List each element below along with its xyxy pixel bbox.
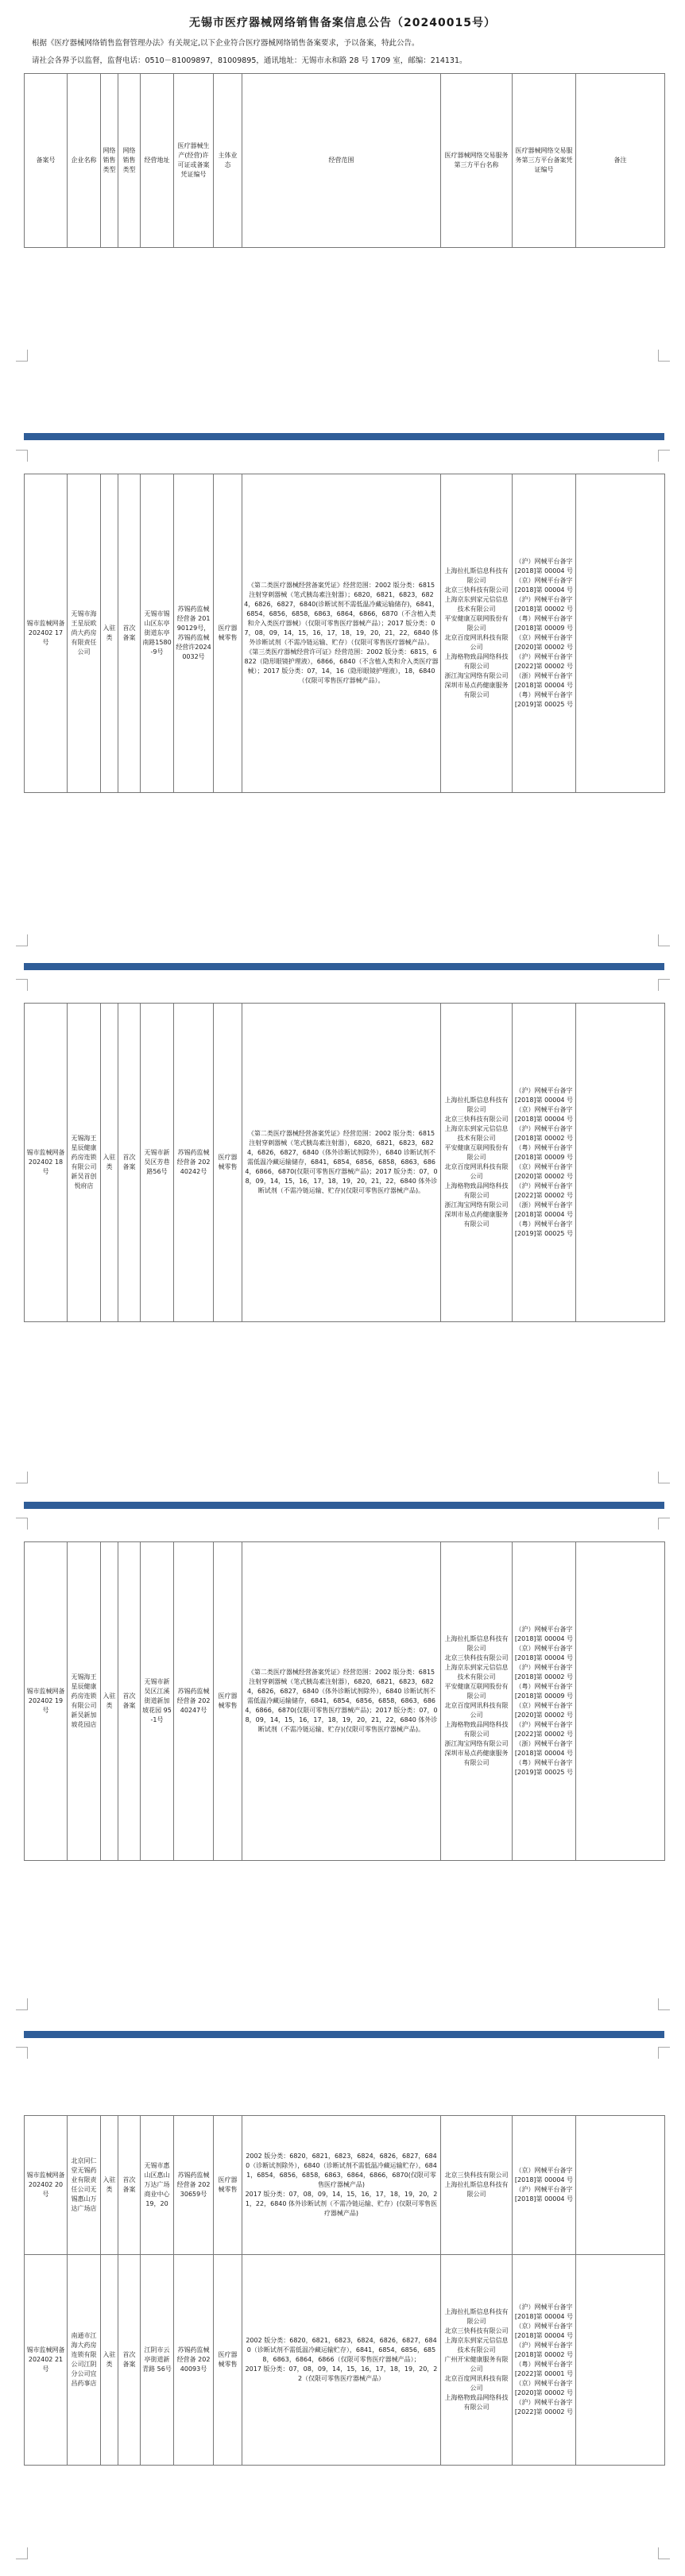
platform-names: 上海拉扎斯信息科技有限公司 北京三快科技有限公司 上海京东到家元信信息技术有限公司 广州开宋健康服务有限公司 北京百度网讯科技有限公司 上海格物致品网络科技有限公司: [441, 2255, 513, 2466]
record-table: [24, 1541, 665, 1861]
sales-type: 入驻类: [101, 2255, 118, 2466]
page-3: [0, 971, 685, 1487]
page-corner-mark: [658, 2047, 670, 2059]
license-no: 苏锡药监械经营备 20240093号: [174, 2255, 214, 2466]
header-address: 经营地址: [141, 74, 174, 248]
table-row: [25, 1004, 665, 1322]
sales-type: 入驻类: [101, 1004, 118, 1322]
header-table: [24, 73, 665, 248]
remark: [576, 474, 665, 793]
platform-names: 北京三快科技有限公司 上海拉扎斯信息科技有限公司: [441, 2116, 513, 2255]
page-corner-mark: [16, 450, 28, 462]
filing-type: 首次备案: [118, 2116, 141, 2255]
table-row: [25, 2255, 665, 2466]
license-no: 苏锡药监械经营备 20190129号，苏锡药监械经营许20240032号: [174, 474, 214, 793]
business-address: 江阴市云亭街道新青路 56号: [141, 2255, 174, 2466]
record-table: [24, 2115, 665, 2466]
business-form: 医疗器械零售: [214, 1542, 242, 1861]
page-separator: [24, 2031, 664, 2038]
remark: [576, 1004, 665, 1322]
company-name: 南通市江海大药房连锁有限公司江阴分公司宜昌药事店: [68, 2255, 101, 2466]
page-5: [0, 2039, 685, 2576]
page-corner-mark: [16, 1472, 28, 1483]
license-no: 苏锡药监械经营备 20240242号: [174, 1004, 214, 1322]
table-row: [25, 474, 665, 793]
header-license: 医疗器械生产(经营)许可证或备案凭证编号: [174, 74, 214, 248]
business-scope: 《第二类医疗器械经营备案凭证》经营范围：2002 版分类：6815 注射穿刺器械（笔式胰岛素注射器）；6820，6821，6823，6824，6826，6827，6840(诊断试剂不需低温冷藏运输储存)，6841，6854，6856，6858，6863，6864，6866，6870（不含植入类和介入类医疗器械）（仅限可零售医疗器械产品）；2017 版分类：07，08，09，14，15，16，17，18，19，20，21，22，6840 体外诊断试剂（不需冷链运输、贮存）（仅限可零售医疗器械产品）。 《第三类医疗器械经营许可证》经营范围：2002 版分类：6815，6822（隐形眼镜护理液），6866，6840（不含植入类和介入类医疗器械）；2017 版分类：07，14，16（隐形眼镜护理液），18，6840（仅限可零售医疗器械产品）。: [242, 474, 441, 793]
business-form: 医疗器械零售: [214, 1004, 242, 1322]
page-corner-mark: [658, 979, 670, 991]
header-remark: 备注: [576, 74, 665, 248]
license-no: 苏锡药监械经营备 20230659号: [174, 2116, 214, 2255]
page-2: [0, 442, 685, 958]
remark: [576, 2116, 665, 2255]
business-form: 医疗器械零售: [214, 474, 242, 793]
header-business-form: 主体业态: [214, 74, 242, 248]
record-no: 锡市监械网备202402 19号: [25, 1542, 68, 1861]
page-corner-mark: [16, 979, 28, 991]
company-name: 无锡海王星辰健康药房连锁有限公司新吴首创悦府店: [68, 1004, 101, 1322]
page-corner-mark: [658, 1518, 670, 1530]
business-address: 无锡市惠山区惠山万达广场商业中心 19，20: [141, 2116, 174, 2255]
license-no: 苏锡药监械经营备 20240247号: [174, 1542, 214, 1861]
page-corner-mark: [16, 2047, 28, 2059]
header-sales-type-2: 网络销售类型: [118, 74, 141, 248]
page-1: [0, 0, 685, 413]
platform-names: 上海拉扎斯信息科技有限公司 北京三快科技有限公司 上海京东到家元信信息技术有限公司 平安健康互联网股份有限公司 北京百度网讯科技有限公司 上海格物致品网络科技有限公司 浙江淘宝网络有限公司 深圳市易点药健康服务有限公司: [441, 1542, 513, 1861]
record-no: 锡市监械网备202402 17号: [25, 474, 68, 793]
platform-codes: （沪）网械平台备字[2018]第 00004 号 （京）网械平台备字[2018]第 00004 号 （沪）网械平台备字[2018]第 00002 号 （粤）网械平台备字[2018]第 00009 号 （京）网械平台备字[2020]第 00002 号 （沪）网械平台备字[2022]第 00002 号 （浙）网械平台备字[2018]第 00004 号 （粤）网械平台备字[2019]第 00025 号: [513, 474, 576, 793]
business-scope: 2002 版分类：6820，6821，6823，6824，6826，6827，6840（诊断试剂不需低温冷藏运输贮存），6841，6854，6856，6858，6863，6864，6866（仅限可零售医疗器械产品）； 2017 版分类：07，08，09，14，15，16，17，18，19，20，22（仅限可零售医疗器械产品）: [242, 2255, 441, 2466]
sales-type: 入驻类: [101, 474, 118, 793]
business-address: 无锡市新吴区江溪街道新加坡花园 95-1号: [141, 1542, 174, 1861]
sales-type: 入驻类: [101, 2116, 118, 2255]
record-table: [24, 474, 665, 793]
company-name: 无锡海王星辰健康药房连锁有限公司新吴新加坡花园店: [68, 1542, 101, 1861]
business-form: 医疗器械零售: [214, 2116, 242, 2255]
header-sales-type: 网络销售类型: [101, 74, 118, 248]
business-scope: 2002 版分类：6820，6821，6823，6824，6826，6827，6840（诊断试剂除外），6840（诊断试剂不需低温冷藏运输贮存），6841，6854，6856，6858，6863，6864，6866，6870(仅限可零售医疗器械产品) 2017 版分类：07，08，09，14，15，16，17，18，19，20，21，22，6840 体外诊断试剂（不需冷链运输、贮存）(仅限可零售医疗器械产品): [242, 2116, 441, 2255]
sales-type: 入驻类: [101, 1542, 118, 1861]
platform-codes: （沪）网械平台备字[2018]第 00004 号 （京）网械平台备字[2018]第 00004 号 （沪）网械平台备字[2018]第 00002 号 （粤）网械平台备字[2018]第 00009 号 （京）网械平台备字[2020]第 00002 号 （沪）网械平台备字[2022]第 00002 号 （浙）网械平台备字[2018]第 00004 号 （粤）网械平台备字[2019]第 00025 号: [513, 1004, 576, 1322]
header-record-no: 备案号: [25, 74, 68, 248]
page-corner-mark: [16, 934, 28, 946]
page-corner-mark: [658, 1472, 670, 1483]
page-separator: [24, 963, 664, 970]
filing-type: 首次备案: [118, 1004, 141, 1322]
header-company-name: 企业名称: [68, 74, 101, 248]
header-scope: 经营范围: [242, 74, 441, 248]
platform-names: 上海拉扎斯信息科技有限公司 北京三快科技有限公司 上海京东到家元信信息技术有限公司 平安健康互联网股份有限公司 北京百度网讯科技有限公司 上海格物致品网络科技有限公司 浙江淘宝网络有限公司 深圳市易点药健康服务有限公司: [441, 1004, 513, 1322]
record-table: [24, 1003, 665, 1322]
page-corner-mark: [658, 934, 670, 946]
page-corner-mark: [658, 350, 670, 362]
business-scope: 《第二类医疗器械经营备案凭证》经营范围：2002 版分类：6815 注射穿刺器械（笔式胰岛素注射器），6820，6821，6823，6824，6826，6827，6840（体外诊断试剂除外），6840 诊断试剂不需低温冷藏运输储存，6841，6854，6856，6858，6863，6864，6866，6870(仅限可零售医疗器械产品)；2017 版分类：07，08，09，14，15，16，17，18，19，20，21，22，6840 体外诊断试剂（不需冷链运输、贮存)(仅限可零售医疗器械产品)。: [242, 1542, 441, 1861]
business-address: 无锡市锡山区东亭街道东亭南路1580-9号: [141, 474, 174, 793]
remark: [576, 1542, 665, 1861]
platform-codes: （京）网械平台备字[2018]第 00004 号 （沪）网械平台备字[2018]第 00004 号: [513, 2116, 576, 2255]
header-platform-name: 医疗器械网络交易服务第三方平台名称: [441, 74, 513, 248]
platform-codes: （沪）网械平台备字[2018]第 00004 号 （京）网械平台备字[2018]第 00004 号 （沪）网械平台备字[2018]第 00002 号 （粤）网械平台备字[2022]第 00001 号 （京）网械平台备字[2020]第 00002 号 （沪）网械平台备字[2022]第 00002 号: [513, 2255, 576, 2466]
contact-paragraph: 请社会各界予以监督，监督电话：0510－81009897，81009895，通讯地址：无锡市永和路 28 号 1709 室，邮编：214131。: [32, 56, 467, 65]
record-no: 锡市监械网备202402 21号: [25, 2255, 68, 2466]
remark: [576, 2255, 665, 2466]
platform-names: 上海拉扎斯信息科技有限公司 北京三快科技有限公司 上海京东到家元信信息技术有限公司 平安健康互联网股份有限公司 北京百度网讯科技有限公司 上海格物致品网络科技有限公司 浙江淘宝网络有限公司 深圳市易点药健康服务有限公司: [441, 474, 513, 793]
page-corner-mark: [658, 2547, 670, 2559]
business-form: 医疗器械零售: [214, 2255, 242, 2466]
platform-codes: （沪）网械平台备字[2018]第 00004 号 （京）网械平台备字[2018]第 00004 号 （沪）网械平台备字[2018]第 00002 号 （粤）网械平台备字[2018]第 00009 号 （京）网械平台备字[2020]第 00002 号 （沪）网械平台备字[2022]第 00002 号 （浙）网械平台备字[2018]第 00004 号 （粤）网械平台备字[2019]第 00025 号: [513, 1542, 576, 1861]
page-corner-mark: [658, 450, 670, 462]
page-corner-mark: [16, 1518, 28, 1530]
page-corner-mark: [16, 1998, 28, 2010]
page-separator: [24, 433, 664, 440]
page-corner-mark: [16, 2547, 28, 2559]
filing-type: 首次备案: [118, 474, 141, 793]
table-row: [25, 1542, 665, 1861]
page-4: [0, 1510, 685, 2018]
record-no: 锡市监械网备202402 20号: [25, 2116, 68, 2255]
record-no: 锡市监械网备202402 18号: [25, 1004, 68, 1322]
page-corner-mark: [16, 350, 28, 362]
page-separator: [24, 1502, 664, 1509]
table-row: [25, 2116, 665, 2255]
page-corner-mark: [658, 1998, 670, 2010]
filing-type: 首次备案: [118, 1542, 141, 1861]
filing-type: 首次备案: [118, 2255, 141, 2466]
page-title: 无锡市医疗器械网络销售备案信息公告（20240015号）: [189, 17, 496, 29]
company-name: 无锡市海王星辰欧尚大药房有限责任公司: [68, 474, 101, 793]
header-platform-code: 医疗器械网络交易服务第三方平台备案凭证编号: [513, 74, 576, 248]
business-scope: 《第二类医疗器械经营备案凭证》经营范围：2002 版分类：6815 注射穿刺器械（笔式胰岛素注射器），6820，6821，6823，6824，6826，6827，6840（体外诊断试剂除外），6840 诊断试剂不需低温冷藏运输储存，6841，6854，6856，6858，6863，6864，6866，6870(仅限可零售医疗器械产品)；2017 版分类：07，08，09，14，15，16，17，18，19，20，21，22，6840 体外诊断试剂（不需冷链运输、贮存)(仅限可零售医疗器械产品)。: [242, 1004, 441, 1322]
business-address: 无锡市新吴区芳巷路56号: [141, 1004, 174, 1322]
company-name: 北京同仁堂无锡药业有限责任公司无锡惠山万达广场店: [68, 2116, 101, 2255]
intro-paragraph: 根据《医疗器械网络销售监督管理办法》有关规定,以下企业符合医疗器械网络销售备案要求，予以备案，特此公告。: [32, 39, 420, 48]
